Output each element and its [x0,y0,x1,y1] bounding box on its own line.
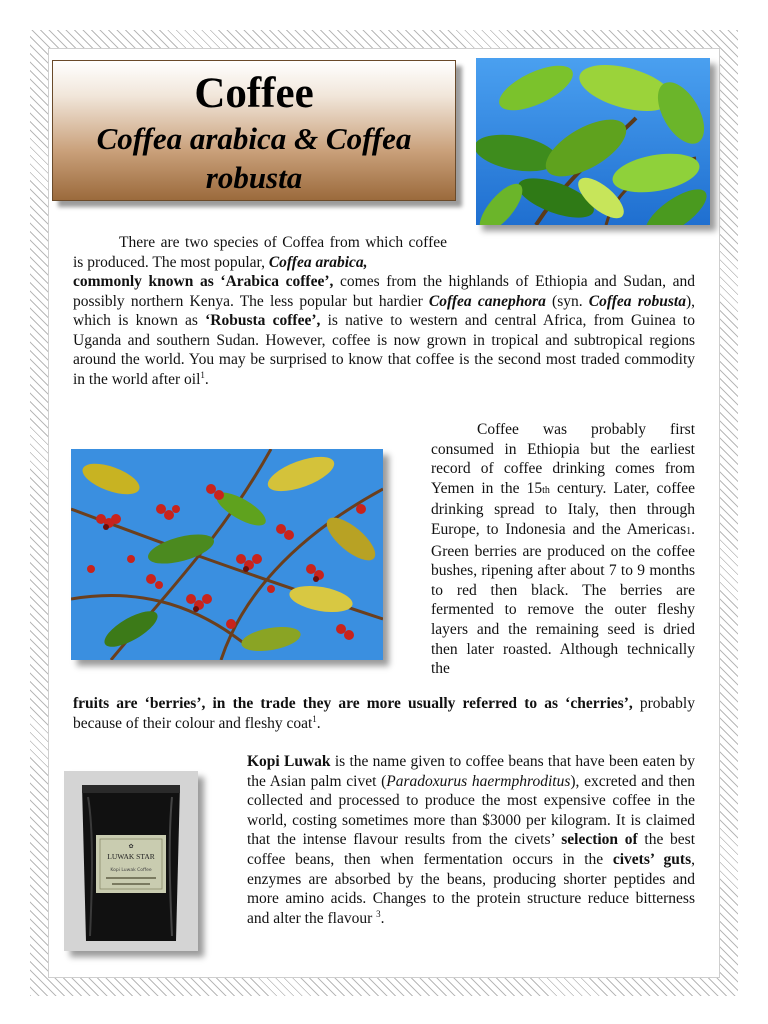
p2-text-4: probably because of their colour and fleshy coat [73,695,695,732]
paragraph-history [431,420,695,679]
p3-text-2: ), excreted and then collected and processed to produce the most expensive coffee in the world, costing sometimes more than $3000 per kilogram. It is claimed that the intense flavour results from the civets’ [247,772,695,849]
package-brand: LUWAK STAR [107,852,155,861]
p3-text-1: is the name given to coffee beans that have been eaten by the Asian palm civet ( [247,753,695,790]
p1-text-1: There are two species of Coffea from which coffee is produced. The most popular, [73,234,447,271]
p2-end: . [316,714,321,732]
p1-arabica-common-name: commonly known as ‘Arabica coffee’, [73,273,334,290]
paragraph-history-cont [73,694,695,733]
page-title: Coffee [194,70,314,117]
p1-text-2: comes from the highlands of Ethiopia and Sudan, and possibly northern Kenya. The less popular but hardier [73,273,695,310]
p2-text-1: Coffee was probably first consumed in Ethiopia but the earliest record of coffee drinking comes from Yemen in the 15 [431,421,695,497]
p1-text-3: (syn. [545,292,589,310]
p3-kopi-luwak: Kopi Luwak [247,753,331,770]
coffee-leaves-photo [476,58,710,225]
title-box [52,60,456,201]
p1-arabica-italic: Coffea arabica, [268,253,368,271]
coffee-berries-image [71,449,383,660]
p3-text-4: , enzymes are absorbed by the beans, producing shorter peptides and more amino acids. Changes to the protein structure reduce bitterness and alter the flavour [247,850,695,927]
footnote-ref-1b: 1 [686,525,692,537]
coffee-berries-photo [71,449,383,660]
package-sub: Kopi Luwak Coffee [110,868,152,873]
p3-selection: selection of [561,831,638,849]
p3-guts: civets’ guts [612,850,692,868]
page-subtitle-line-2: robusta [205,160,303,195]
p1-text-5: is native to western and central Africa, from Guinea to Uganda and southern Sudan. However, coffee is now grown in tropical and subtropical regions around the world. You may be surprised to know that coffee is the second most traded commodity in the world after oil [73,312,695,388]
p3-text-3: the best coffee beans, then when fermentation occurs in the [247,831,696,868]
p2-th: th [542,484,550,496]
p1-robusta-common-name: ‘Robusta coffee’, [205,312,321,330]
p3-end: . [380,909,385,927]
p3-species: Paradoxurus haermphroditus [386,772,571,790]
footnote-ref-1c: 1 [312,713,317,724]
p2-cherries: fruits are ‘berries’, in the trade they are more usually referred to as ‘cherries’, [73,695,633,712]
page-subtitle-line-1: Coffea arabica & Coffea [96,121,412,156]
paragraph-intro [73,272,695,390]
kopi-luwak-package-photo [64,771,198,951]
footnote-ref-3: 3 [376,908,381,919]
svg-text:✿: ✿ [128,843,134,850]
kopi-luwak-package-image [64,771,198,951]
p1-text-4: ), which is known as [73,292,696,330]
coffee-leaves-image [476,58,710,225]
p1-canephora: Coffea canephora [428,292,546,310]
p2-text-2: century. Later, coffee drinking spread to Italy, then through Europe, to Indonesia and the Americas [431,479,695,538]
paragraph-intro-top [73,233,447,272]
footnote-ref-1: 1 [200,369,205,380]
p1-robusta-italic: Coffea robusta [588,292,686,310]
p1-end: . [204,370,209,388]
p2-text-3: . Green berries are produced on the coffee bushes, ripening after about 7 to 9 months to red then black. The berries are fermented to remove the outer fleshy layers and the remaining seed is dried then later roasted. Although technically the [431,520,695,678]
paragraph-kopi-luwak [247,752,695,928]
